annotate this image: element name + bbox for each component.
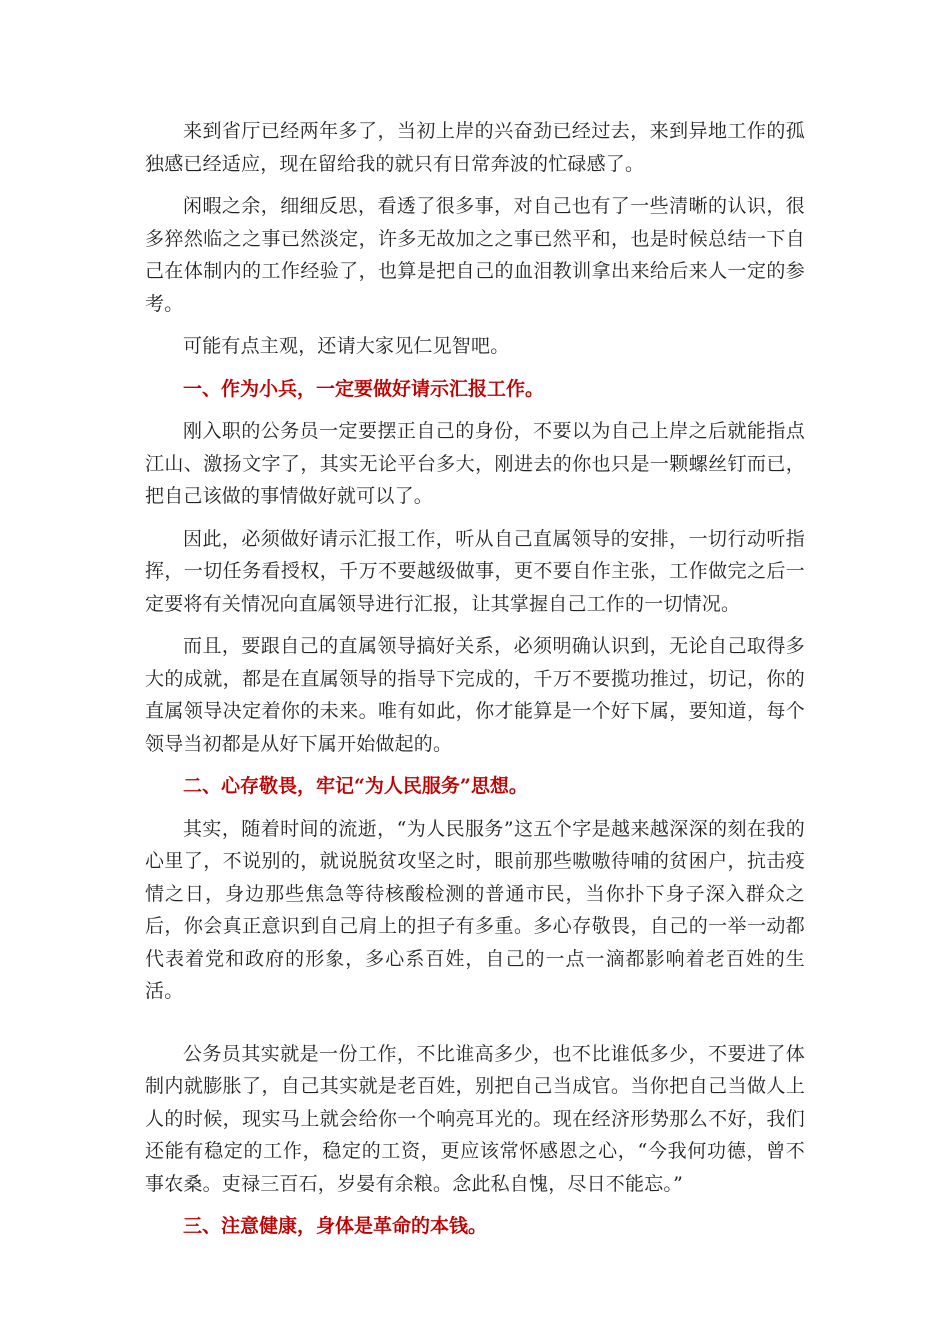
paragraph-section2-2: 公务员其实就是一份工作，不比谁高多少，也不比谁低多少，不要进了体制内就膨胀了，自己其实就是老百姓，别把自己当成官。当你把自己当做人上人的时候，现实马上就会给你一个响亮耳光的。现在经济形势那么不好，我们还能有稳定的工作，稳定的工资，更应该常怀感恩之心，“今我何功德，曾不事农桑。吏禄三百石，岁晏有余粮。念此私自愧，尽日不能忘。” [145,1042,805,1195]
section-heading-1: 一、作为小兵，一定要做好请示汇报工作。 [183,377,545,400]
paragraph-intro-2: 闲暇之余，细细反思，看透了很多事，对自己也有了一些清晰的认识，很多猝然临之之事已然淡定，许多无故加之之事已然平和，也是时候总结一下自己在体制内的工作经验了，也算是把自己的血泪教训拿出来给后来人一定的参考。 [145,195,805,315]
paragraph-section1-3: 而且，要跟自己的直属领导搞好关系，必须明确认识到，无论自己取得多大的成就，都是在直属领导的指导下完成的，千万不要揽功推过，切记，你的直属领导决定着你的未来。唯有如此，你才能算是一个好下属，要知道，每个领导当初都是从好下属开始做起的。 [145,635,805,755]
section-heading-2: 二、心存敬畏，牢记“为人民服务”思想。 [183,775,528,797]
paragraph-section2-1: 其实，随着时间的流逝，“为人民服务”这五个字是越来越深深的刻在我的心里了，不说别的，就说脱贫攻坚之时，眼前那些嗷嗷待哺的贫困户，抗击疫情之日，身边那些焦急等待核酸检测的普通市民，当你扑下身子深入群众之后，你会真正意识到自己肩上的担子有多重。多心存敬畏，自己的一举一动都代表着党和政府的形象，多心系百姓，自己的一点一滴都影响着老百姓的生活。 [145,817,805,1002]
section-heading-3: 三、注意健康，身体是革命的本钱。 [183,1215,488,1237]
document-body [145,115,805,1243]
paragraph-section1-2: 因此，必须做好请示汇报工作，听从自己直属领导的安排，一切行动听指挥，一切任务看授权，千万不要越级做事，更不要自作主张，工作做完之后一定要将有关情况向直属领导进行汇报，让其掌握自己工作的一切情况。 [145,527,805,615]
paragraph-intro-3: 可能有点主观，还请大家见仁见智吧。 [183,335,510,357]
paragraph-section1-1: 刚入职的公务员一定要摆正自己的身份，不要以为自己上岸之后就能指点江山、激扬文字了，其实无论平台多大，刚进去的你也只是一颗螺丝钉而已，把自己该做的事情做好就可以了。 [145,420,805,507]
paragraph-intro-1: 来到省厅已经两年多了，当初上岸的兴奋劲已经过去，来到异地工作的孤独感已经适应，现在留给我的就只有日常奔波的忙碌感了。 [145,120,805,175]
